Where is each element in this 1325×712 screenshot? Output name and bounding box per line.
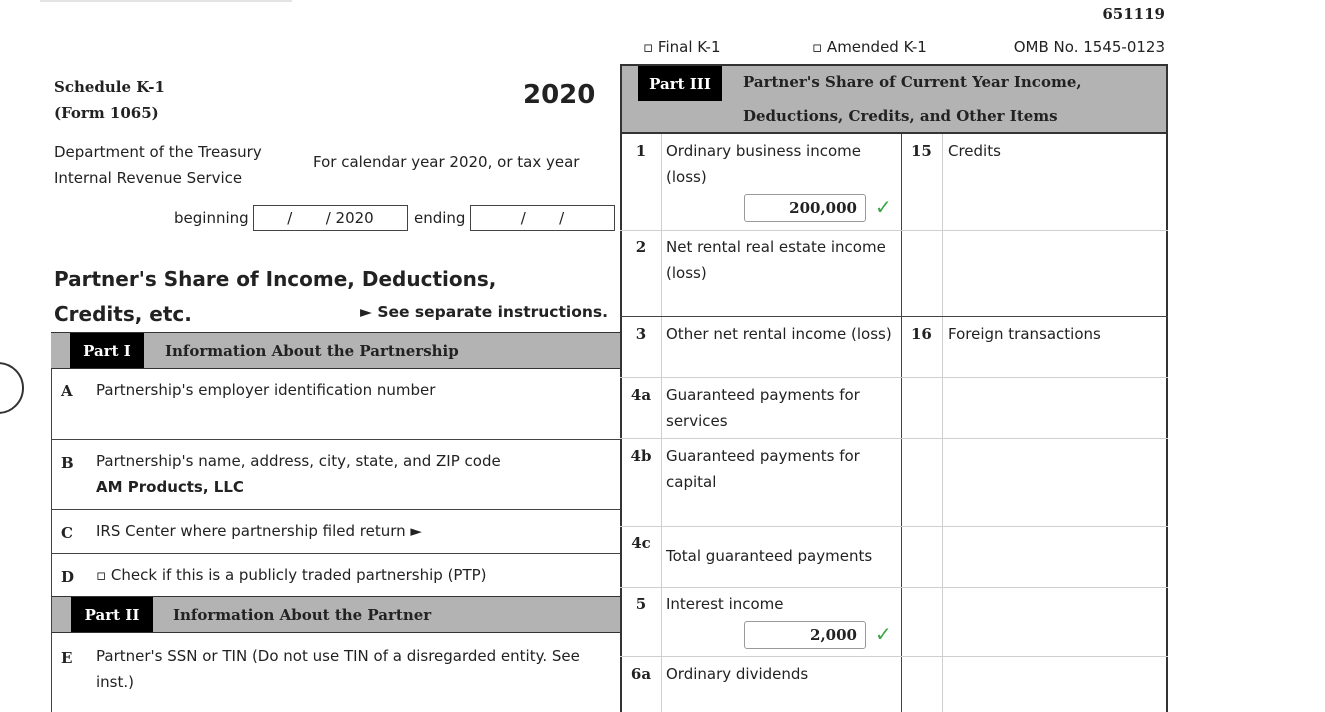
line16-label: Foreign transactions [948, 325, 1101, 343]
top-shadow [40, 0, 292, 2]
divider [620, 230, 902, 231]
circle-icon [0, 362, 24, 414]
see-instructions: ► See separate instructions. [360, 303, 608, 321]
part2-title: Information About the Partner [173, 606, 432, 624]
divider [901, 134, 902, 712]
beginning-label: beginning [174, 209, 249, 227]
line-number: 5 [635, 595, 647, 613]
calendar-year-text: For calendar year 2020, or tax year [313, 153, 580, 171]
part1-label: Part I [70, 333, 144, 368]
part3-label: Part III [638, 66, 722, 101]
line2-label-2: (loss) [666, 264, 707, 282]
row-letter: E [61, 649, 73, 667]
divider [902, 526, 1168, 527]
line2-label-1: Net rental real estate income [666, 238, 886, 256]
department [54, 139, 262, 191]
schedule-title [54, 74, 165, 126]
part2-row-e [51, 633, 620, 712]
part2-header [51, 596, 620, 633]
partnership-name-label: Partnership's name, address, city, state, and ZIP code [96, 452, 501, 470]
dept-line-2: Internal Revenue Service [54, 169, 243, 187]
check-icon: ✓ [875, 622, 892, 646]
line4b-label-1: Guaranteed payments for [666, 447, 860, 465]
ein-label: Partnership's employer identification number [96, 381, 436, 399]
row-letter: A [61, 382, 73, 400]
part3-header [620, 64, 1168, 134]
divider [620, 377, 902, 378]
row-letter: D [61, 568, 75, 586]
part3-title-line-1: Partner's Share of Current Year Income, [743, 73, 1082, 91]
main-title [54, 262, 614, 332]
line4a-label-1: Guaranteed payments for [666, 386, 860, 404]
part1-row-c [51, 510, 620, 554]
line2-label [666, 234, 886, 286]
line-number: 1 [635, 142, 647, 160]
line-number: 4a [630, 386, 652, 404]
line-number: 6a [630, 665, 652, 683]
omb-number: OMB No. 1545-0123 [1013, 38, 1165, 56]
divider [620, 438, 902, 439]
irs-center-label: IRS Center where partnership filed return ► [96, 522, 422, 540]
row-letter: B [61, 454, 74, 472]
part1-row-d [51, 554, 620, 596]
line3-label: Other net rental income (loss) [666, 325, 892, 343]
line-number: 3 [635, 325, 647, 343]
part1-row-a [51, 369, 620, 440]
schedule-name: Schedule K-1 [54, 78, 165, 96]
line-number: 2 [635, 238, 647, 256]
beginning-date-field[interactable]: / / 2020 [253, 205, 408, 231]
line4b-label-2: capital [666, 473, 717, 491]
line1-amount-field[interactable]: 200,000 [744, 194, 866, 222]
divider [902, 587, 1168, 588]
ending-label: ending [414, 209, 466, 227]
line-number: 4c [631, 534, 651, 552]
divider [620, 316, 1168, 317]
line5-label: Interest income [666, 595, 784, 613]
amended-k1-checkbox[interactable]: ▫ Amended K-1 [812, 38, 927, 56]
partner-ssn-label-2: inst.) [96, 673, 134, 691]
tax-year: 2020 [523, 80, 596, 110]
line4b-label [666, 443, 860, 495]
line4a-label [666, 382, 860, 434]
ending-date-field[interactable]: / / [470, 205, 615, 231]
divider [620, 587, 902, 588]
line-number: 16 [911, 325, 932, 343]
part1-header [51, 332, 620, 369]
line4c-label: Total guaranteed payments [666, 547, 873, 565]
divider [902, 230, 1168, 231]
line1-label-2: (loss) [666, 168, 707, 186]
part1-title: Information About the Partnership [165, 342, 459, 360]
line15-label: Credits [948, 142, 1001, 160]
line1-label-1: Ordinary business income [666, 142, 861, 160]
form-number: 651119 [1102, 5, 1165, 23]
divider [661, 134, 662, 712]
main-title-line-2: Credits, etc. [54, 302, 192, 326]
divider [902, 438, 1168, 439]
part2-label: Part II [71, 597, 153, 632]
row-letter: C [61, 524, 73, 542]
dept-line-1: Department of the Treasury [54, 143, 262, 161]
partnership-name-value: AM Products, LLC [96, 478, 244, 496]
check-icon: ✓ [875, 195, 892, 219]
final-k1-checkbox[interactable]: ▫ Final K-1 [643, 38, 721, 56]
partner-ssn-label-1: Partner's SSN or TIN (Do not use TIN of a disregarded entity. See [96, 647, 580, 665]
part3-title-line-2: Deductions, Credits, and Other Items [743, 107, 1058, 125]
form-name: (Form 1065) [54, 104, 159, 122]
divider [620, 526, 902, 527]
line5-amount-field[interactable]: 2,000 [744, 621, 866, 649]
line4a-label-2: services [666, 412, 728, 430]
line-number: 4b [630, 447, 652, 465]
part1-row-b [51, 440, 620, 510]
divider [902, 377, 1168, 378]
divider [942, 134, 943, 712]
line1-label [666, 138, 861, 190]
line-number: 15 [911, 142, 932, 160]
divider [902, 656, 1168, 657]
main-title-line-1: Partner's Share of Income, Deductions, [54, 267, 497, 291]
divider [620, 656, 902, 657]
ptp-checkbox[interactable]: ▫ Check if this is a publicly traded partnership (PTP) [96, 566, 487, 584]
line6a-label: Ordinary dividends [666, 665, 809, 683]
